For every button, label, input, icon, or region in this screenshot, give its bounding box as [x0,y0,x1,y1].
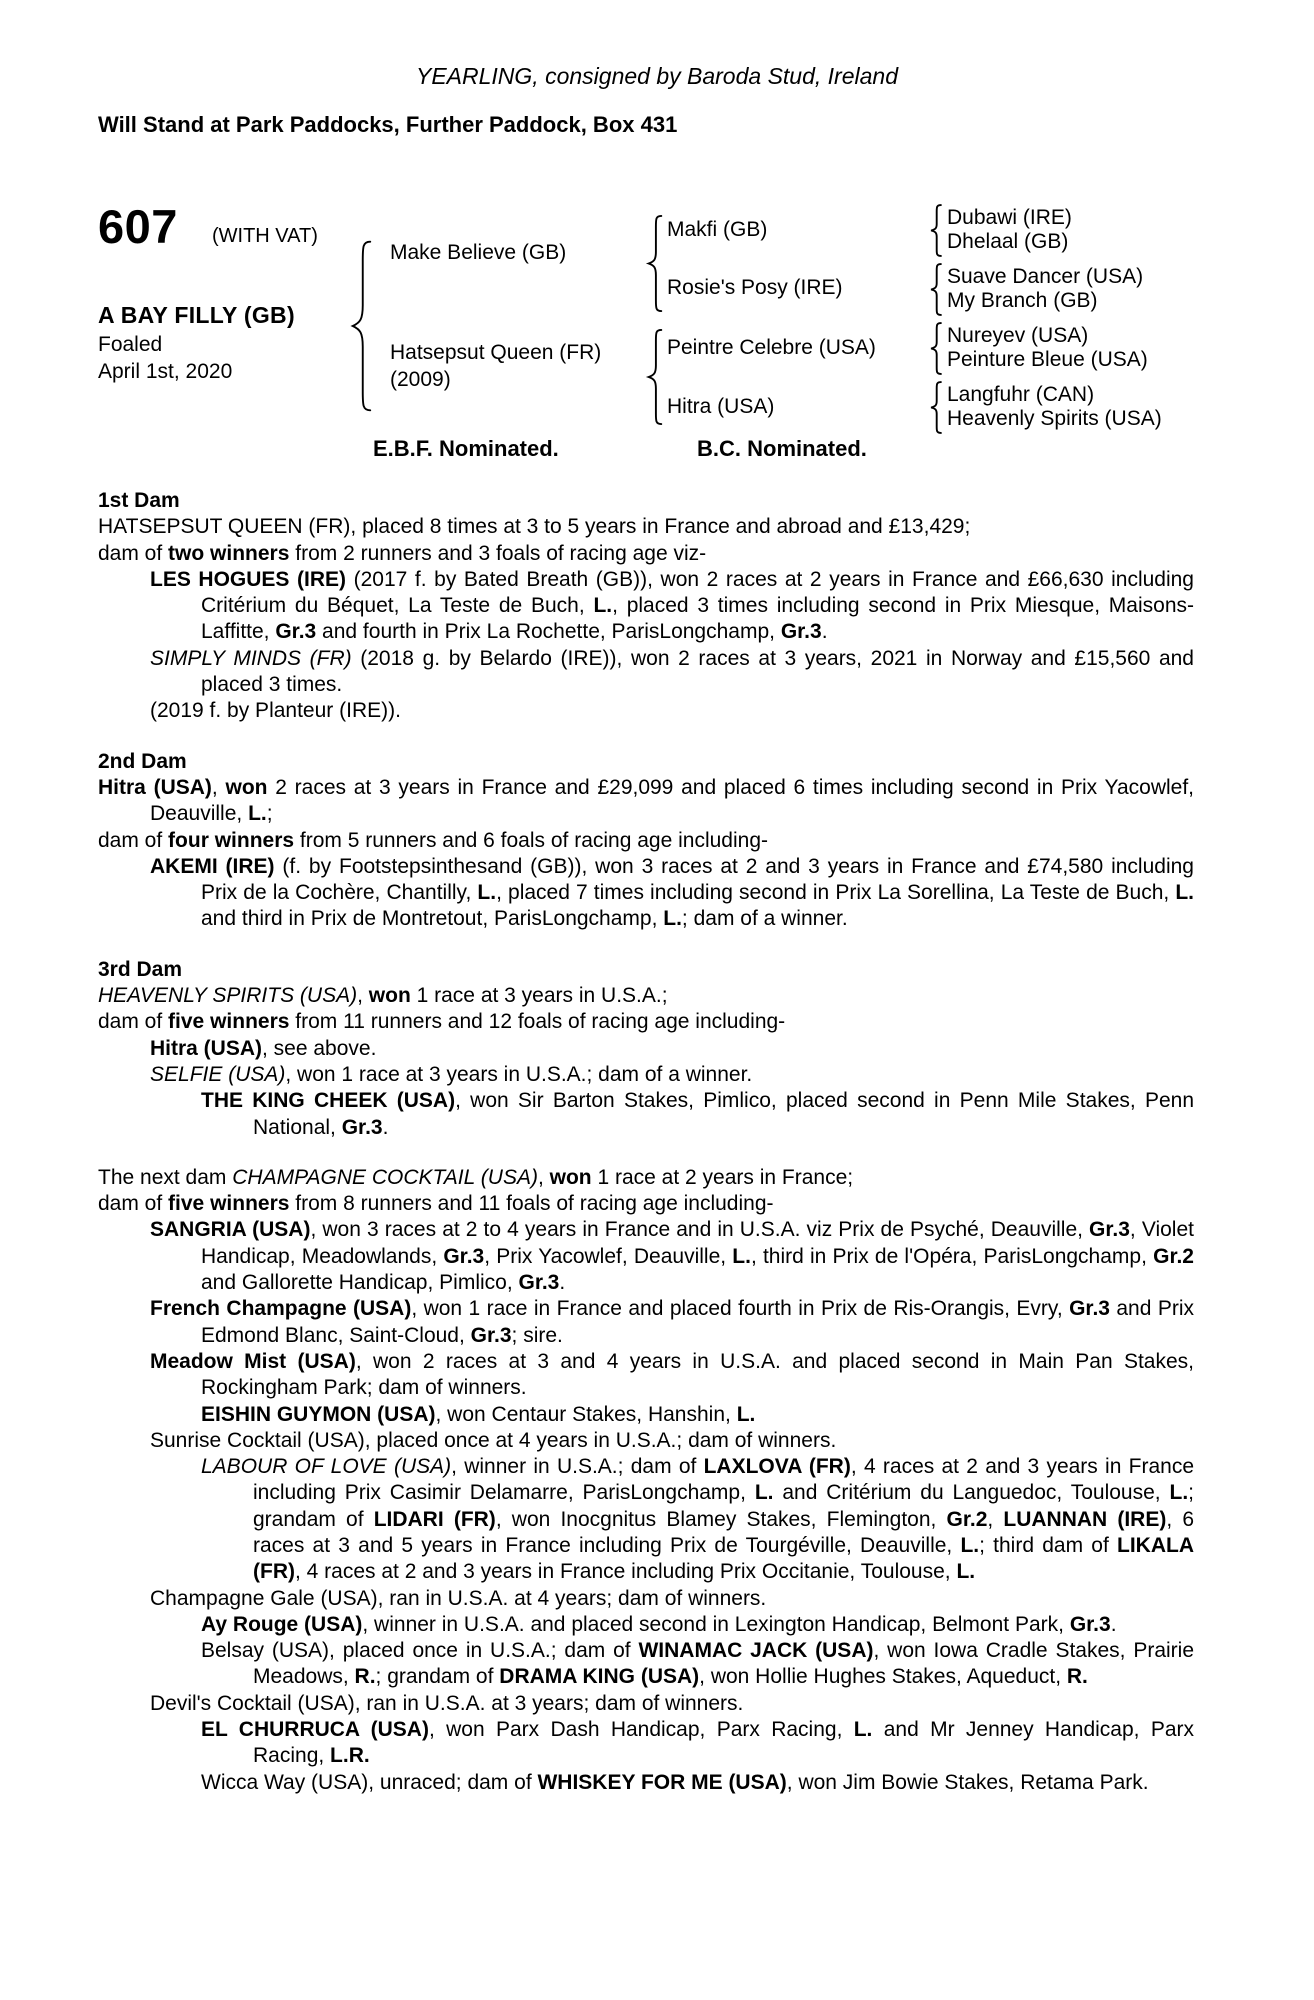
text-run: from 8 runners and 11 foals of racing age including- [289,1192,774,1216]
text-run: , won Jim Bowie Stakes, Retama Park. [786,1770,1149,1794]
text-run: , won Centaur Stakes, Hanshin, [435,1402,737,1426]
text-run: Wicca Way (USA), unraced; dam of [201,1770,538,1794]
text-run: , see above. [262,1036,377,1060]
text-run: . [559,1271,566,1295]
pedigree-gen2-sire-dam: Rosie's Posy (IRE) [667,276,843,299]
text-run: R. [1066,1665,1088,1689]
text-run: , winner in U.S.A.; dam of [451,1455,704,1479]
text-run: , [211,775,226,799]
pedigree-gen2-dam-sire: Peintre Celebre (USA) [667,336,876,359]
text-run: and third in Prix de Montretout, ParisLongchamp, [201,907,664,931]
text-run: Gr.3 [275,620,317,644]
text-run: HEAVENLY SPIRITS (USA) [98,984,358,1008]
pedigree-gen3-name: Nureyev (USA) [947,324,1089,347]
text-run: . [382,1115,389,1139]
text-run: dam of [98,541,169,565]
text-run: , won 2 races at 3 and 4 years in U.S.A. and placed second in Main Pan Stakes, Rockingham Park; dam of winners. [201,1349,1194,1400]
text-run: Sunrise Cocktail (USA), placed once at 4 years in U.S.A.; dam of winners. [150,1428,837,1452]
pedigree-paragraph [98,1691,1194,1717]
text-run: won [225,775,268,799]
pedigree-paragraph [98,1036,1194,1062]
text-run: won [368,984,411,1008]
text-run: dam of [98,1192,169,1216]
text-run: Ay Rouge (USA) [201,1612,363,1636]
pedigree-dam: Hatsepsut Queen (FR) [390,341,602,364]
pedigree-paragraph [98,854,1194,933]
pedigree-paragraph [98,567,1194,646]
text-run: , Violet Handicap, Meadowlands, [201,1218,1194,1268]
text-run: L. [853,1718,873,1742]
horse-name: A BAY FILLY (GB) [98,302,295,328]
text-run: 2 races at 3 years in France and £29,099 and placed 6 times including second in Prix Yacowlef, Deauville, [150,775,1194,826]
text-run: two winners [168,541,290,565]
foaled-label: Foaled [98,333,163,356]
pedigree-paragraph [98,514,1194,540]
text-run: four winners [168,828,295,852]
text-run: (2019 f. by Planteur (IRE)). [150,699,401,723]
text-run: , won 1 race in France and placed fourth in Prix de Ris-Orangis, Evry, [411,1297,1070,1321]
text-run: and Critérium du Languedoc, Toulouse, [773,1481,1170,1505]
pedigree-paragraph [98,1062,1194,1088]
text-run: DRAMA KING (USA) [499,1665,700,1689]
text-run: , 4 races at 2 and 3 years in France including Prix Casimir Delamarre, ParisLongchamp, [253,1455,1195,1505]
pedigree-gen2-dam-dam: Hitra (USA) [667,395,775,418]
text-run: L. [754,1481,774,1505]
text-run: . [1110,1612,1117,1636]
text-run: dam of [98,1010,169,1034]
text-run: EL CHURRUCA (USA) [201,1718,429,1742]
pedigree-paragraph [98,1165,1194,1191]
pedigree-paragraph [98,1009,1194,1035]
text-run: L. [593,594,613,618]
text-run: 1 race at 2 years in France; [591,1165,854,1189]
text-run: LABOUR OF LOVE (USA) [201,1455,452,1479]
text-run: LAXLOVA (FR) [703,1455,851,1479]
text-run: , won 1 race at 3 years in U.S.A.; dam of a winner. [285,1062,753,1086]
text-run: , won Parx Dash Handicap, Parx Racing, [428,1718,854,1742]
pedigree-paragraph [98,1586,1194,1612]
pedigree-gen3-name: Peinture Bleue (USA) [947,348,1148,371]
pedigree-paragraph [98,1296,1194,1349]
section-heading: 3rd Dam [98,957,183,981]
pedigree-paragraph [98,828,1194,854]
text-run: AKEMI (IRE) [150,854,275,878]
text-run: L. [248,802,267,826]
text-run: , third in Prix de l'Opéra, ParisLongchamp, [750,1244,1154,1268]
pedigree-paragraph [98,1349,1194,1402]
text-run: dam of [98,828,169,852]
pedigree-paragraph [98,1428,1194,1454]
dam-section [98,957,1194,1141]
pedigree-paragraph [98,1454,1194,1585]
pedigree-gen3-name: Heavenly Spirits (USA) [947,407,1162,430]
pedigree-gen3-name: My Branch (GB) [947,289,1098,312]
text-run: ; sire. [511,1323,563,1347]
text-run: L. [956,1560,976,1584]
text-run: L. [736,1402,756,1426]
pedigree-brace-main [349,240,374,412]
text-run: five winners [168,1192,290,1216]
text-run: , [537,1165,550,1189]
text-run: Gr.3 [443,1244,485,1268]
bc-nominated-label: B.C. Nominated. [697,436,867,461]
text-run: ; grandam of [253,1481,1195,1531]
text-run: from 2 runners and 3 foals of racing age viz- [289,541,707,565]
pedigree-gen3-name: Langfuhr (CAN) [947,383,1095,406]
text-run: and fourth in Prix La Rochette, ParisLongchamp, [316,620,781,644]
text-run: WHISKEY FOR ME (USA) [537,1770,787,1794]
text-run: LES HOGUES (IRE) [150,567,347,591]
text-run: Gr.3 [341,1115,383,1139]
text-run: L. [1175,881,1194,905]
text-run: ; third dam of [979,1533,1117,1557]
text-run: . [821,620,828,644]
pedigree-brace-gen3-2 [929,263,943,316]
pedigree-paragraph [98,1770,1194,1796]
pedigree-text-sections [98,488,1194,1796]
text-run: THE KING CHEEK (USA) [201,1089,456,1113]
text-run: LIDARI (FR) [373,1507,496,1531]
text-run: , placed 7 times including second in Prix La Sorellina, La Teste de Buch, [496,881,1176,905]
text-run: ; grandam of [375,1665,500,1689]
pedigree-paragraph [98,1217,1194,1296]
pedigree-brace-sire [646,215,664,312]
pedigree-paragraph [98,646,1194,699]
pedigree-brace-gen3-4 [929,381,943,434]
pedigree-gen3-name: Dubawi (IRE) [947,206,1072,229]
text-run: , won Sir Barton Stakes, Pimlico, placed second in Penn Mile Stakes, Penn National, [253,1089,1195,1139]
text-run: , [357,984,369,1008]
pedigree-paragraph [98,775,1194,828]
pedigree-paragraph [98,983,1194,1009]
text-run: French Champagne (USA) [150,1297,412,1321]
text-run: L. [732,1244,751,1268]
pedigree-gen3-name: Suave Dancer (USA) [947,265,1144,288]
ebf-nominated-label: E.B.F. Nominated. [373,436,559,461]
text-run: won [549,1165,592,1189]
text-run: Gr.3 [1089,1218,1130,1242]
lot-number: 607 [98,200,178,253]
pedigree-gen2-sire-sire: Makfi (GB) [667,218,768,241]
pedigree-paragraph [98,1088,1194,1141]
foaled-date: April 1st, 2020 [98,360,233,383]
text-run: , [987,1507,1004,1531]
text-run: , won Hollie Hughes Stakes, Aqueduct, [699,1665,1067,1689]
pedigree-brace-dam [646,329,664,425]
text-run: SELFIE (USA) [150,1062,286,1086]
text-run: Gr.2 [946,1507,988,1531]
text-run: L. [663,907,682,931]
text-run: Belsay (USA), placed once in U.S.A.; dam of [201,1639,639,1663]
pedigree-paragraph [98,1612,1194,1638]
text-run: , won 3 races at 2 to 4 years in France and in U.S.A. viz Prix de Psyché, Deauville, [310,1218,1090,1242]
pedigree-paragraph [98,1638,1194,1691]
text-run: L. [477,881,497,905]
text-run: CHAMPAGNE COCKTAIL (USA) [232,1165,538,1189]
text-run: from 11 runners and 12 foals of racing age including- [289,1010,786,1034]
text-run: L.R. [330,1744,370,1768]
text-run: Hitra (USA) [150,1036,263,1060]
text-run: LIKALA (FR) [253,1533,1194,1584]
text-run: The next dam [98,1165,233,1189]
text-run: Gr.3 [1069,1297,1110,1321]
text-run: , won Iowa Cradle Stakes, Prairie Meadows, [253,1639,1195,1689]
text-run: L. [1169,1481,1189,1505]
text-run: and Prix Edmond Blanc, Saint-Cloud, [201,1297,1194,1347]
text-run: ; [266,802,273,826]
text-run: Gr.3 [518,1271,560,1295]
pedigree-paragraph [98,1717,1194,1770]
text-run: R. [354,1665,376,1689]
text-run: EISHIN GUYMON (USA) [201,1402,436,1426]
vat-note: (WITH VAT) [212,225,318,247]
text-run: (2017 f. by Bated Breath (GB)), won 2 races at 2 years in France and £66,630 including Critérium du Béquet, La Teste de Buch, [201,567,1194,618]
text-run: , Prix Yacowlef, Deauville, [484,1244,733,1268]
text-run: Champagne Gale (USA), ran in U.S.A. at 4 years; dam of winners. [150,1586,767,1610]
pedigree-paragraph [98,698,1194,724]
text-run: WINAMAC JACK (USA) [638,1639,874,1663]
text-run: Gr.3 [470,1323,512,1347]
text-run: ; dam of a winner. [681,907,848,931]
pedigree-gen3-name: Dhelaal (GB) [947,230,1069,253]
text-run: SANGRIA (USA) [150,1218,311,1242]
text-run: Devil's Cocktail (USA), ran in U.S.A. at 3 years; dam of winners. [150,1691,744,1715]
text-run: five winners [168,1010,290,1034]
pedigree-paragraph [98,1402,1194,1428]
text-run: HATSEPSUT QUEEN (FR), placed 8 times at 3 to 5 years in France and abroad and £13,429; [98,515,971,539]
pedigree-brace-gen3-1 [929,204,943,257]
text-run: L. [960,1533,980,1557]
section-heading: 1st Dam [98,489,180,512]
text-run: from 5 runners and 6 foals of racing age including- [294,828,768,852]
text-run: and Gallorette Handicap, Pimlico, [201,1271,519,1295]
dam-section [98,1165,1194,1796]
text-run: SIMPLY MINDS (FR) [150,646,352,670]
stand-location-line: Will Stand at Park Paddocks, Further Paddock, Box 431 [98,112,678,137]
dam-section [98,488,1194,725]
text-run: Gr.2 [1153,1244,1194,1268]
text-run: 1 race at 3 years in U.S.A.; [410,984,668,1008]
section-heading: 2nd Dam [98,749,187,773]
page-title: YEARLING, consigned by Baroda Stud, Ireland [415,63,898,89]
text-run: , won Inocgnitus Blamey Stakes, Flemington, [495,1507,947,1531]
pedigree-dam-year: (2009) [390,368,451,391]
text-run: (2018 g. by Belardo (IRE)), won 2 races at 3 years, 2021 in Norway and £15,560 and placed 3 times. [201,646,1194,697]
text-run: , placed 3 times including second in Prix Miesque, Maisons-Laffitte, [201,594,1194,644]
text-run: , 6 races at 3 and 5 years in France including Prix de Tourgéville, Deauville, [253,1507,1195,1557]
pedigree-brace-gen3-3 [929,322,943,375]
text-run: Gr.3 [780,620,822,644]
text-run: and Mr Jenney Handicap, Parx Racing, [253,1718,1194,1768]
pedigree-sire: Make Believe (GB) [390,241,567,264]
text-run: LUANNAN (IRE) [1003,1507,1167,1531]
text-run: Gr.3 [1069,1612,1111,1636]
text-run: (f. by Footstepsinthesand (GB)), won 3 races at 2 and 3 years in France and £74,580 including Prix de la Cochère, Chantilly, [201,854,1194,905]
text-run: , 4 races at 2 and 3 years in France including Prix Occitanie, Toulouse, [294,1560,957,1584]
dam-section [98,749,1194,933]
text-run: , winner in U.S.A. and placed second in Lexington Handicap, Belmont Park, [362,1612,1070,1636]
pedigree-paragraph [98,541,1194,567]
text-run: Hitra (USA) [98,775,212,799]
pedigree-paragraph [98,1191,1194,1217]
text-run: Meadow Mist (USA) [150,1349,356,1373]
